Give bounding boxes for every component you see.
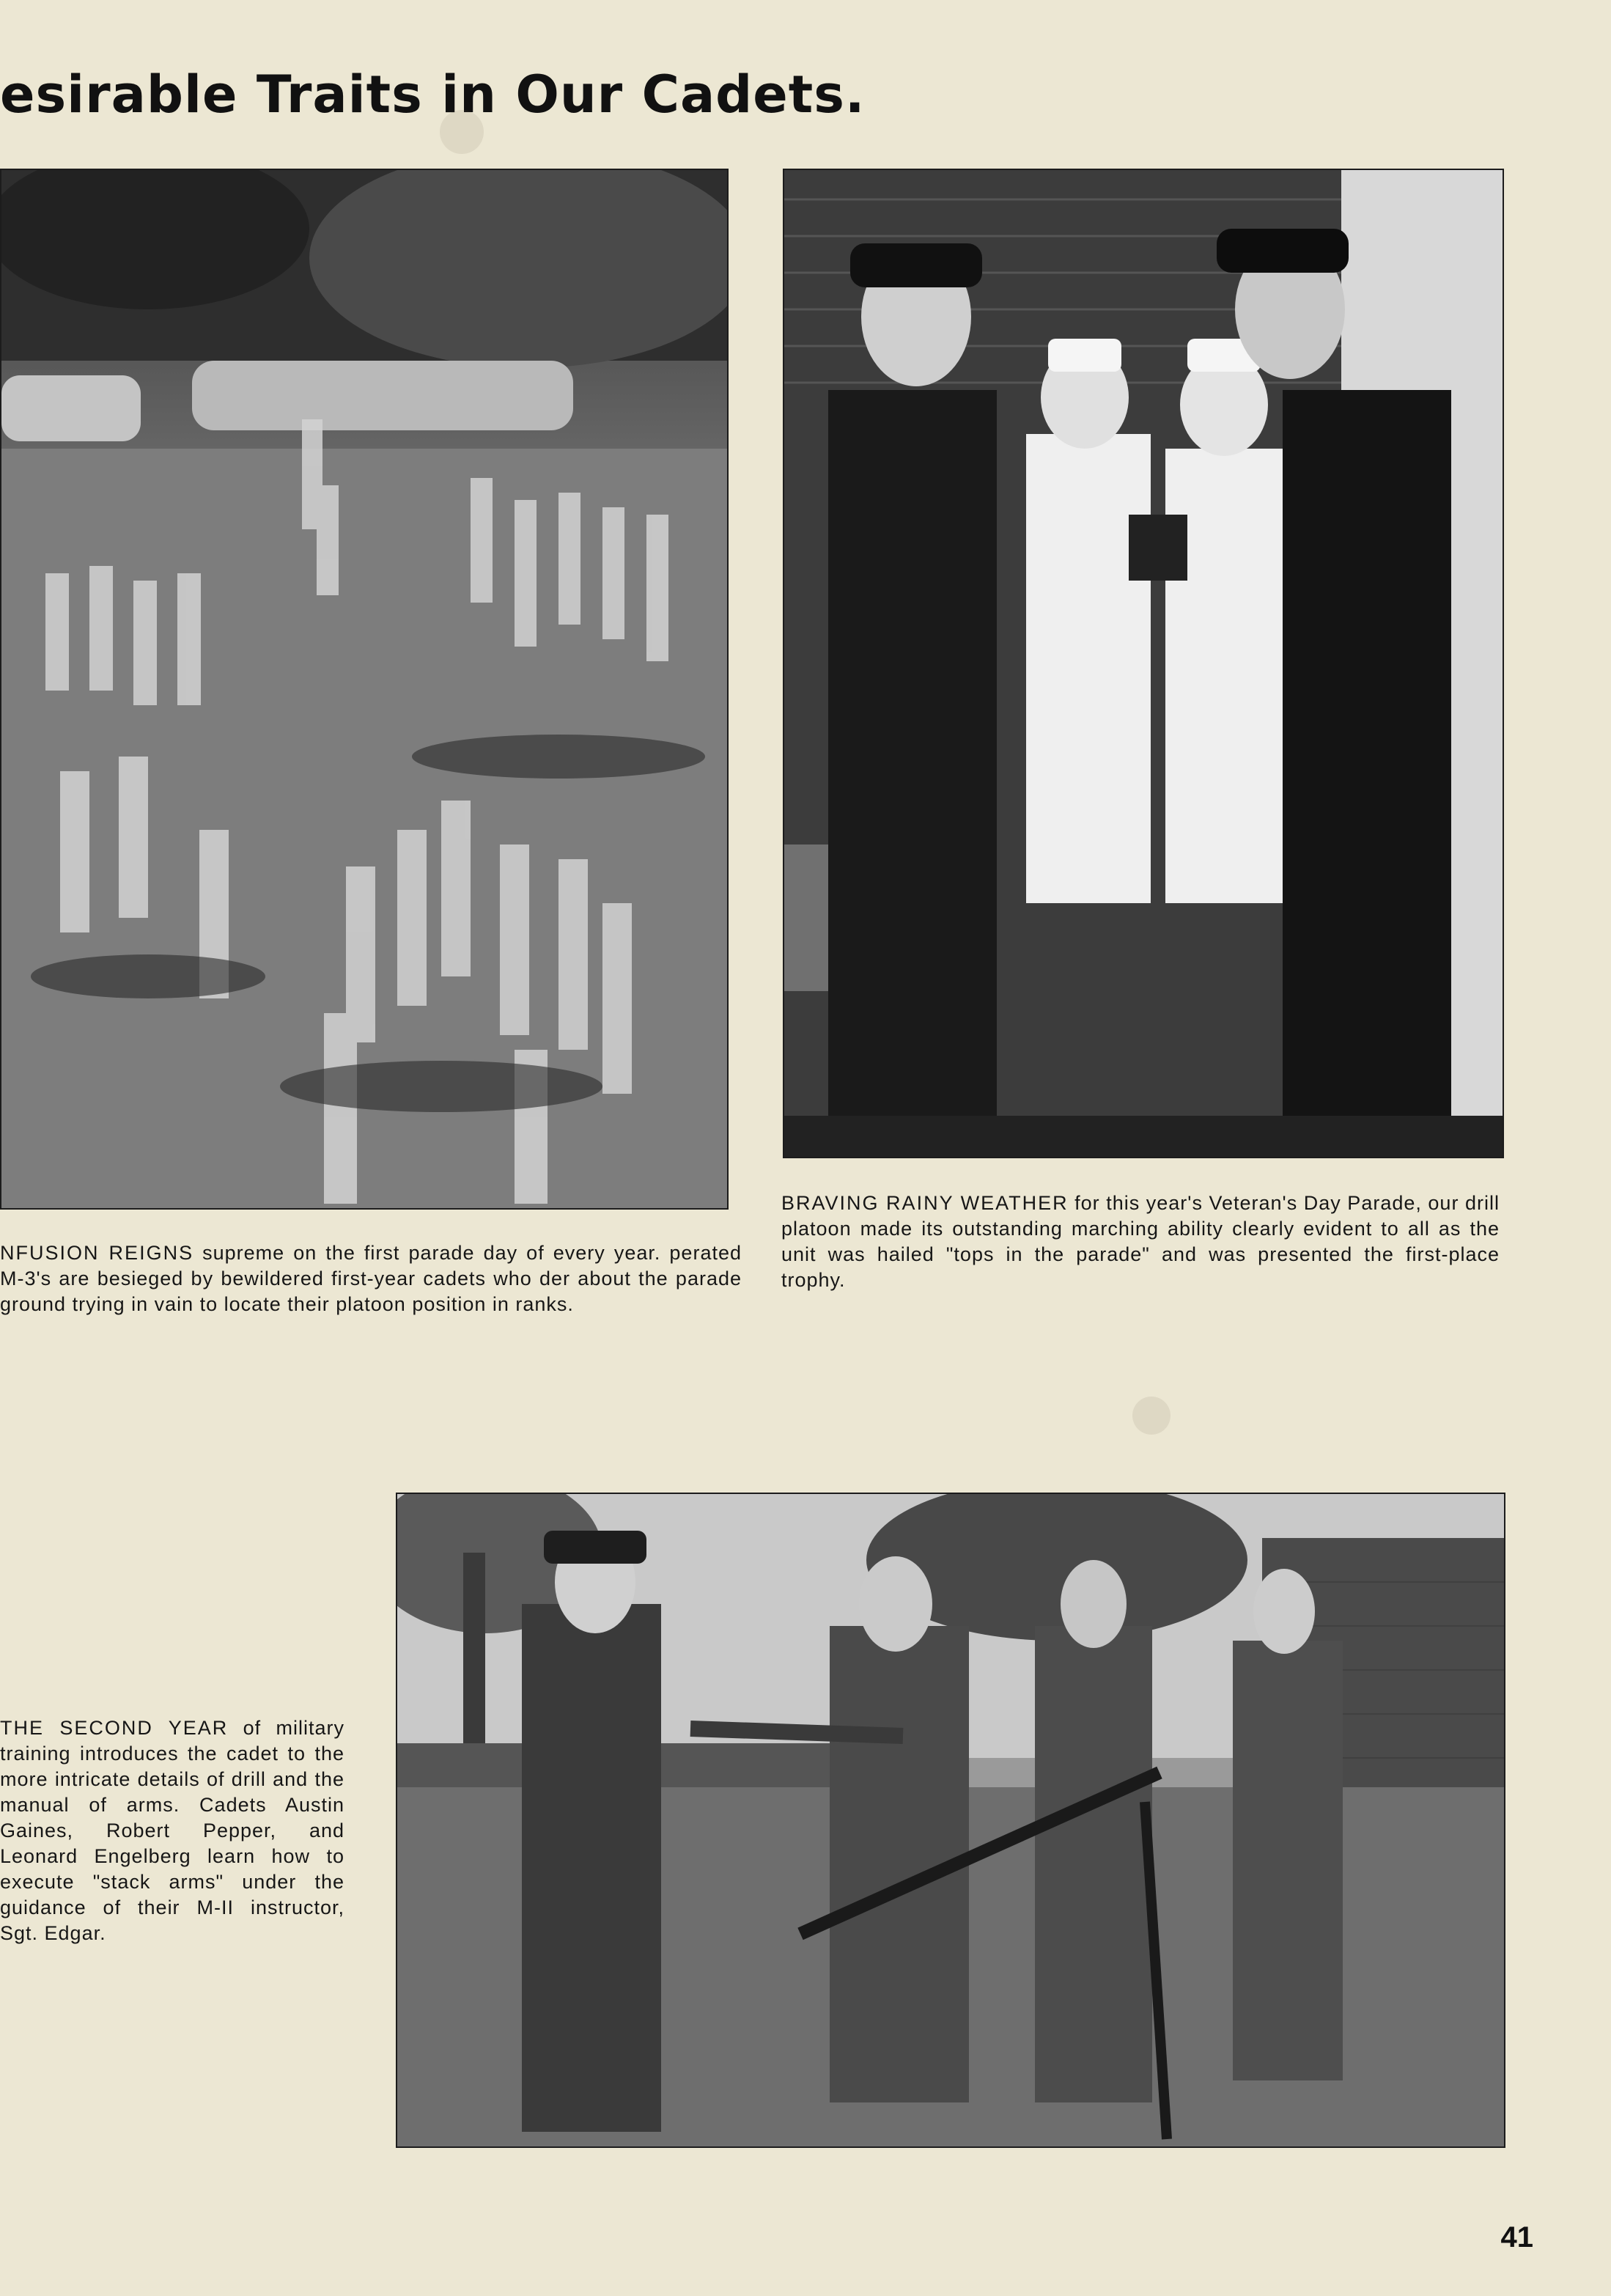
parade-caption-text: supreme on the first parade day of every year. perated M-3's are besieged by bewildered first-year cadets who der about the parade ground trying in vain to locate their platoon position in ranks.: [0, 1242, 742, 1315]
trophy-caption: [781, 1191, 1500, 1293]
page-title: esirable Traits in Our Cadets.: [0, 65, 866, 125]
parade-ground-photo: [0, 169, 729, 1210]
paper-smudge: [1132, 1397, 1171, 1435]
stack-arms-caption-text: of military training introduces the cadet to the more intricate details of drill and the manual of arms. Cadets Austin Gaines, Robert Pepper, and Leonard Engelberg learn how to execute "stack arms" under the guidance of their M-II instructor, Sgt. Edgar.: [0, 1717, 344, 1944]
trophy-caption-text: for this year's Veteran's Day Parade, our drill platoon made its outstanding marching ability clearly evident to all as the unit was hailed "tops in the parade" and was presented the first-place trophy.: [781, 1192, 1500, 1291]
stack-arms-caption: [0, 1715, 344, 1946]
trophy-photo: [783, 169, 1504, 1158]
stack-arms-caption-lead: THE SECOND YEAR: [0, 1717, 229, 1739]
paper-smudge: [440, 110, 484, 154]
trophy-caption-lead: BRAVING RAINY WEATHER: [781, 1192, 1069, 1214]
page-number: 41: [1500, 2221, 1533, 2253]
parade-caption-lead: NFUSION REIGNS: [0, 1242, 194, 1264]
stack-arms-photo: [396, 1493, 1505, 2148]
parade-caption: [0, 1240, 742, 1317]
